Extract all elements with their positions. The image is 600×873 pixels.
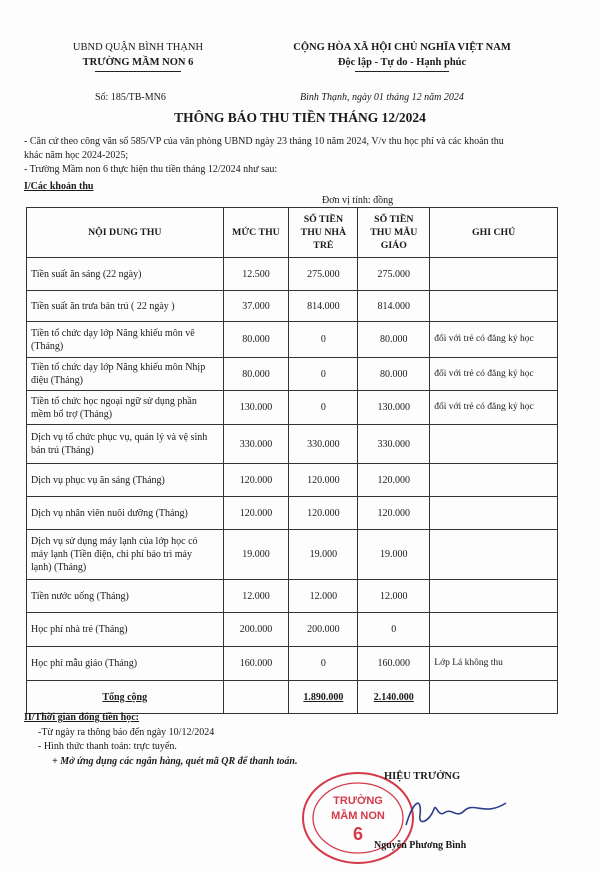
cell-kindergarten: 120.000	[358, 464, 430, 497]
total-note-cell	[430, 681, 558, 714]
cell-note	[430, 497, 558, 530]
content-line: Tiền tổ chức dạy lớp Năng khiếu môn Nhịp	[31, 362, 206, 373]
total-row	[27, 681, 558, 714]
header-nursery	[289, 208, 358, 258]
cell-note	[430, 530, 558, 580]
cell-rate: 19.000	[223, 530, 289, 580]
content-line: mềm bổ trợ (Tháng)	[31, 408, 113, 420]
national-title: CỘNG HÒA XÃ HỘI CHỦ NGHĨA VIỆT NAM	[293, 42, 511, 53]
table-header-row	[27, 208, 558, 258]
content-line: Học phí mẫu giáo (Tháng)	[31, 658, 138, 669]
cell-rate: 80.000	[223, 322, 289, 358]
cell-nursery: 814.000	[289, 291, 358, 322]
cell-kindergarten: 130.000	[358, 391, 430, 425]
content-line: Dịch vụ tổ chức phục vụ, quản lý và vệ sinh	[31, 432, 208, 443]
table-row	[27, 258, 558, 291]
header-kinder-line: SỐ TIỀN	[374, 214, 414, 225]
cell-nursery: 0	[289, 358, 358, 391]
cell-content	[27, 580, 224, 613]
handwritten-signature	[400, 795, 510, 831]
cell-content	[27, 322, 224, 358]
intro-paragraph	[24, 135, 564, 177]
content-line: điệu (Tháng)	[31, 375, 83, 386]
cell-kindergarten: 814.000	[358, 291, 430, 322]
cell-rate: 12.500	[223, 258, 289, 291]
cell-nursery: 0	[289, 647, 358, 681]
table-row	[27, 291, 558, 322]
cell-rate: 37.000	[223, 291, 289, 322]
document-title: THÔNG BÁO THU TIỀN THÁNG 12/2024	[174, 110, 426, 125]
document-number: Số: 185/TB-MN6	[95, 92, 166, 103]
content-line: Tiền tổ chức học ngoại ngữ sử dụng phần	[31, 395, 197, 407]
cell-kindergarten: 19.000	[358, 530, 430, 580]
cell-rate: 330.000	[223, 425, 289, 464]
cell-nursery: 275.000	[289, 258, 358, 291]
table-row	[27, 647, 558, 681]
cell-kindergarten: 330.000	[358, 425, 430, 464]
cell-rate: 130.000	[223, 391, 289, 425]
table-row	[27, 580, 558, 613]
qr-instruction: + Mở ứng dụng các ngân hàng, quét mã QR để thanh toán.	[52, 756, 298, 767]
content-line: Dịch vụ phục vụ ăn sáng (Tháng)	[31, 474, 165, 486]
cell-rate: 120.000	[223, 497, 289, 530]
payment-details	[38, 726, 214, 754]
cell-content	[27, 530, 224, 580]
motto-underline	[355, 71, 449, 72]
cell-rate: 160.000	[223, 647, 289, 681]
table-row	[27, 497, 558, 530]
table-row	[27, 613, 558, 647]
cell-note: đối với trẻ có đăng ký học	[430, 391, 558, 425]
table-row	[27, 322, 558, 358]
cell-kindergarten: 12.000	[358, 580, 430, 613]
header-kindergarten	[358, 208, 430, 258]
principal-title: HIỆU TRƯỞNG	[384, 771, 461, 782]
cell-note: đối với trẻ có đăng ký học	[430, 358, 558, 391]
section-payment-heading: II/Thời gian đóng tiền học:	[24, 712, 140, 723]
national-header	[262, 40, 542, 72]
cell-note	[430, 425, 558, 464]
header-nursery-line: SỐ TIỀN	[303, 214, 344, 225]
cell-note	[430, 613, 558, 647]
cell-note	[430, 464, 558, 497]
cell-content	[27, 497, 224, 530]
header-kinder-line: GIÁO	[380, 240, 407, 251]
cell-content	[27, 258, 224, 291]
header-kinder-line: THU MẪU	[370, 227, 418, 238]
content-line: Tiền nước uống (Tháng)	[31, 590, 129, 602]
content-line: Dịch vụ sử dụng máy lạnh của lớp học có	[31, 536, 198, 547]
cell-content	[27, 291, 224, 322]
cell-kindergarten: 80.000	[358, 358, 430, 391]
cell-rate: 120.000	[223, 464, 289, 497]
content-line: Học phí nhà trẻ (Tháng)	[31, 624, 128, 635]
cell-content	[27, 391, 224, 425]
payment-deadline: -Từ ngày ra thông báo đến ngày 10/12/2024	[38, 727, 215, 738]
seal-line-2: MẦM NON	[331, 810, 385, 822]
principal-name: Nguyễn Phương Bình	[374, 840, 467, 851]
cell-kindergarten: 0	[358, 613, 430, 647]
cell-note	[430, 291, 558, 322]
cell-note	[430, 580, 558, 613]
national-motto: Độc lập - Tự do - Hạnh phúc	[337, 57, 467, 68]
cell-rate: 200.000	[223, 613, 289, 647]
table-row	[27, 391, 558, 425]
issuer-school: TRƯỜNG MẦM NON 6	[82, 57, 194, 68]
intro-line-3: - Trường Mầm non 6 thực hiện thu tiền tháng 12/2024 như sau:	[24, 164, 278, 175]
currency-unit: Đơn vị tính: đồng	[322, 195, 394, 206]
total-nursery: 1.890.000	[289, 681, 358, 714]
cell-kindergarten: 160.000	[358, 647, 430, 681]
table-row	[27, 425, 558, 464]
intro-line-1: - Căn cứ theo công văn số 585/VP của văn phòng UBND ngày 23 tháng 10 năm 2024, V/v thu học phí và các khoản thu	[24, 136, 504, 147]
cell-rate: 80.000	[223, 358, 289, 391]
fees-table	[26, 207, 558, 714]
cell-nursery: 120.000	[289, 497, 358, 530]
cell-nursery: 200.000	[289, 613, 358, 647]
header-note: GHI CHÚ	[430, 208, 558, 258]
cell-nursery: 19.000	[289, 530, 358, 580]
content-line: bán trú (Tháng)	[31, 445, 94, 456]
table-row	[27, 464, 558, 497]
total-rate-cell	[223, 681, 289, 714]
cell-note: Lớp Lá không thu	[430, 647, 558, 681]
table-row	[27, 358, 558, 391]
content-line: Dịch vụ nhân viên nuôi dưỡng (Tháng)	[31, 507, 188, 519]
cell-nursery: 120.000	[289, 464, 358, 497]
seal-line-3: 6	[352, 824, 364, 844]
total-label: Tổng cộng	[27, 681, 224, 714]
seal-line-1: TRƯỜNG	[333, 795, 383, 807]
content-line: (Tháng)	[31, 340, 64, 352]
document-date: Bình Thạnh, ngày 01 tháng 12 năm 2024	[300, 92, 464, 103]
header-content: NỘI DUNG THU	[27, 208, 224, 258]
header-nursery-line: TRẺ	[313, 240, 334, 251]
header-rate: MỨC THU	[223, 208, 289, 258]
cell-rate: 12.000	[223, 580, 289, 613]
content-line: lạnh) (Tháng)	[31, 562, 87, 573]
cell-nursery: 330.000	[289, 425, 358, 464]
issuer-underline	[95, 71, 181, 72]
intro-line-2: khác năm học 2024-2025;	[24, 150, 129, 161]
header-nursery-line: THU NHÀ	[300, 227, 347, 238]
cell-content	[27, 464, 224, 497]
cell-kindergarten: 275.000	[358, 258, 430, 291]
cell-kindergarten: 120.000	[358, 497, 430, 530]
section-fees-heading: I/Các khoản thu	[24, 181, 94, 192]
payment-method: - Hình thức thanh toán: trực tuyến.	[38, 741, 177, 752]
content-line: máy lạnh (Tiền điện, chi phí bảo trì máy	[31, 549, 192, 560]
cell-kindergarten: 80.000	[358, 322, 430, 358]
content-line: Tiền tổ chức dạy lớp Năng khiếu môn vẽ	[31, 327, 195, 339]
issuer-district: UBND QUẬN BÌNH THẠNH	[72, 42, 204, 53]
cell-content	[27, 647, 224, 681]
issuer-header	[58, 40, 218, 72]
table-row	[27, 530, 558, 580]
cell-content	[27, 425, 224, 464]
cell-nursery: 0	[289, 322, 358, 358]
cell-content	[27, 613, 224, 647]
content-line: Tiền suất ăn sáng (22 ngày)	[31, 268, 142, 280]
cell-note	[430, 258, 558, 291]
content-line: Tiền suất ăn trưa bán trú ( 22 ngày )	[31, 300, 175, 312]
total-kindergarten: 2.140.000	[358, 681, 430, 714]
cell-nursery: 12.000	[289, 580, 358, 613]
cell-note: đối với trẻ có đăng ký học	[430, 322, 558, 358]
cell-content	[27, 358, 224, 391]
cell-nursery: 0	[289, 391, 358, 425]
